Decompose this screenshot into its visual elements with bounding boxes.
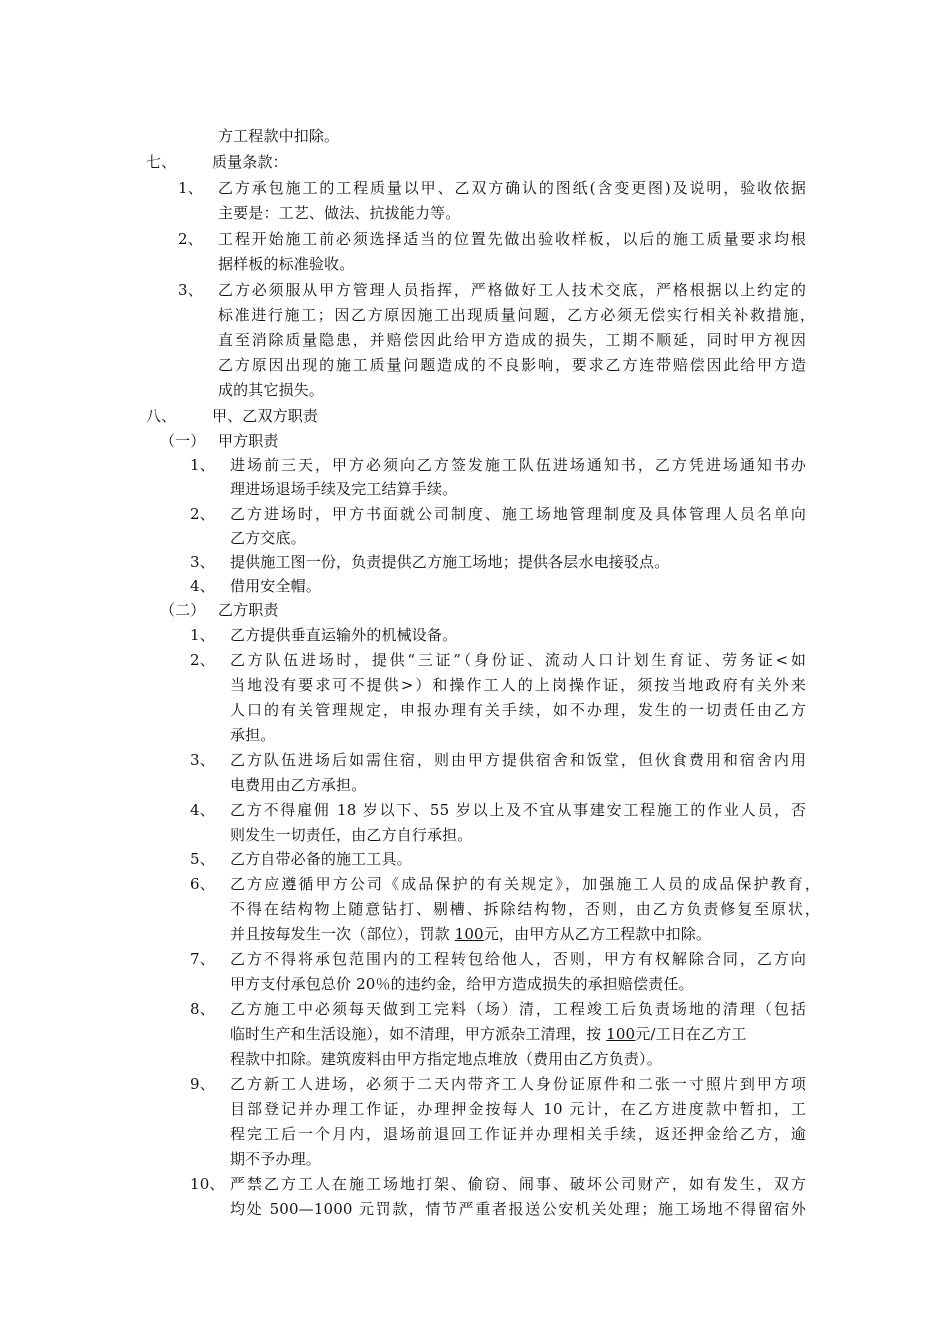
text-line: 不得在结构物上随意钻打、剔槽、拆除结构物，否则，由乙方负责修复至原状， bbox=[230, 900, 820, 918]
text-line: 直至消除质量隐患，并赔偿因此给甲方造成的损失，工期不顺延，同时甲方视因 bbox=[218, 331, 806, 349]
text-line: 乙方队伍进场时，提供“三证”（身份证、流动人口计划生育证、劳务证<如 bbox=[230, 651, 806, 669]
text-line: 电费用由乙方承担。 bbox=[230, 776, 367, 794]
item-number: 7、 bbox=[190, 950, 215, 968]
text-run: 并且按每发生一次（部位），罚款 bbox=[230, 925, 455, 943]
text-line: 主要是：工艺、做法、抗拔能力等。 bbox=[218, 204, 461, 222]
text-line: 承担。 bbox=[230, 726, 276, 744]
text-line bbox=[230, 922, 711, 946]
text-line: 乙方必须服从甲方管理人员指挥，严格做好工人技术交底，严格根据以上约定的 bbox=[218, 281, 806, 299]
text-line: 乙方应遵循甲方公司《成品保护的有关规定》，加强施工人员的成品保护教育， bbox=[230, 875, 820, 893]
text-line: 理进场退场手续及完工结算手续。 bbox=[230, 480, 458, 498]
section-heading: 甲、乙双方职责 bbox=[212, 407, 319, 425]
item-number: 5、 bbox=[190, 850, 215, 868]
text-line: 人口的有关管理规定，申报办理有关手续，如不办理，发生的一切责任由乙方 bbox=[230, 701, 806, 719]
text-line: 据样板的标准验收。 bbox=[218, 255, 355, 273]
text-line: 工程开始施工前必须选择适当的位置先做出验收样板，以后的施工质量要求均根 bbox=[218, 230, 806, 248]
item-number: 10、 bbox=[190, 1175, 225, 1193]
item-number: 4、 bbox=[190, 577, 215, 595]
subsection-number: （二） bbox=[160, 601, 206, 619]
text-line: 提供施工图一份，负责提供乙方施工场地；提供各层水电接驳点。 bbox=[230, 553, 670, 571]
text-run: 元，由甲方从乙方工程款中扣除。 bbox=[483, 925, 712, 943]
text-line: 则发生一切责任，由乙方自行承担。 bbox=[230, 826, 473, 844]
text-line: 程款中扣除。建筑废料由甲方指定地点堆放（费用由乙方负责）。 bbox=[230, 1050, 662, 1068]
fine-amount: 100 bbox=[454, 925, 484, 943]
item-number: 3、 bbox=[178, 281, 203, 299]
item-number: 3、 bbox=[190, 553, 215, 571]
subsection-heading: 乙方职责 bbox=[218, 601, 279, 619]
section-number: 七、 bbox=[146, 153, 177, 171]
item-number: 1、 bbox=[178, 179, 203, 197]
text-line: 进场前三天，甲方必须向乙方签发施工队伍进场通知书，乙方凭进场通知书办 bbox=[230, 456, 806, 474]
text-line: 乙方进场时，甲方书面就公司制度、施工场地管理制度及具体管理人员名单向 bbox=[230, 505, 806, 523]
text-line: 标准进行施工；因乙方原因施工出现质量问题，乙方必须无偿实行相关补救措施， bbox=[218, 306, 815, 324]
section-heading: 质量条款： bbox=[212, 153, 288, 171]
text-line: 乙方不得将承包范围内的工程转包给他人，否则，甲方有权解除合同，乙方向 bbox=[230, 950, 806, 968]
text-line: 乙方队伍进场后如需住宿，则由甲方提供宿舍和饭堂，但伙食费用和宿舍内用 bbox=[230, 751, 806, 769]
text-line: 乙方新工人进场，必须于二天内带齐工人身份证原件和二张一寸照片到甲方项 bbox=[230, 1075, 806, 1093]
text-line: 成的其它损失。 bbox=[218, 381, 325, 399]
item-number: 2、 bbox=[178, 230, 203, 248]
section-number: 八、 bbox=[146, 407, 177, 425]
text-line: 乙方原因出现的施工质量问题造成的不良影响，要求乙方连带赔偿因此给甲方造 bbox=[218, 356, 806, 374]
item-number: 2、 bbox=[190, 651, 215, 669]
text-line: 乙方不得雇佣 18 岁以下、55 岁以上及不宜从事建安工程施工的作业人员，否 bbox=[230, 801, 806, 819]
text-line: 乙方交底。 bbox=[230, 529, 306, 547]
item-number: 1、 bbox=[190, 626, 215, 644]
text-line: 方工程款中扣除。 bbox=[218, 127, 340, 145]
item-number: 2、 bbox=[190, 505, 215, 523]
text-line bbox=[230, 1022, 747, 1046]
text-line: 乙方自带必备的施工工具。 bbox=[230, 850, 412, 868]
text-line: 乙方提供垂直运输外的机械设备。 bbox=[230, 626, 458, 644]
text-line: 当地没有要求可不提供>）和操作工人的上岗操作证，须按当地政府有关外来 bbox=[230, 676, 806, 694]
subsection-heading: 甲方职责 bbox=[218, 432, 279, 450]
item-number: 1、 bbox=[190, 456, 215, 474]
item-number: 6、 bbox=[190, 875, 215, 893]
text-line: 目部登记并办理工作证，办理押金按每人 10 元计，在乙方进度款中暂扣，工 bbox=[230, 1100, 806, 1118]
text-run: 临时生产和生活设施），如不清理，甲方派杂工清理，按 bbox=[230, 1025, 607, 1043]
item-number: 3、 bbox=[190, 751, 215, 769]
item-number: 9、 bbox=[190, 1075, 215, 1093]
text-run: 元/工日在乙方工 bbox=[635, 1025, 747, 1043]
text-line: 甲方支付承包总价 20％的违约金，给甲方造成损失的承担赔偿责任。 bbox=[230, 975, 694, 993]
item-number: 4、 bbox=[190, 801, 215, 819]
item-number: 8、 bbox=[190, 1000, 215, 1018]
text-line: 借用安全帽。 bbox=[230, 577, 321, 595]
text-line: 期不予办理。 bbox=[230, 1150, 321, 1168]
text-line: 乙方施工中必须每天做到工完料（场）清，工程竣工后负责场地的清理（包括 bbox=[230, 1000, 806, 1018]
text-line: 程完工后一个月内，退场前退回工作证并办理相关手续，返还押金给乙方，逾 bbox=[230, 1125, 806, 1143]
text-line: 均处 500—1000 元罚款，情节严重者报送公安机关处理；施工场地不得留宿外 bbox=[230, 1200, 806, 1218]
subsection-number: （一） bbox=[160, 432, 206, 450]
fee-amount: 100 bbox=[606, 1025, 636, 1043]
text-line: 乙方承包施工的工程质量以甲、乙双方确认的图纸(含变更图)及说明，验收依据 bbox=[218, 179, 806, 197]
text-line: 严禁乙方工人在施工场地打架、偷窃、闹事、破坏公司财产，如有发生，双方 bbox=[230, 1175, 806, 1193]
